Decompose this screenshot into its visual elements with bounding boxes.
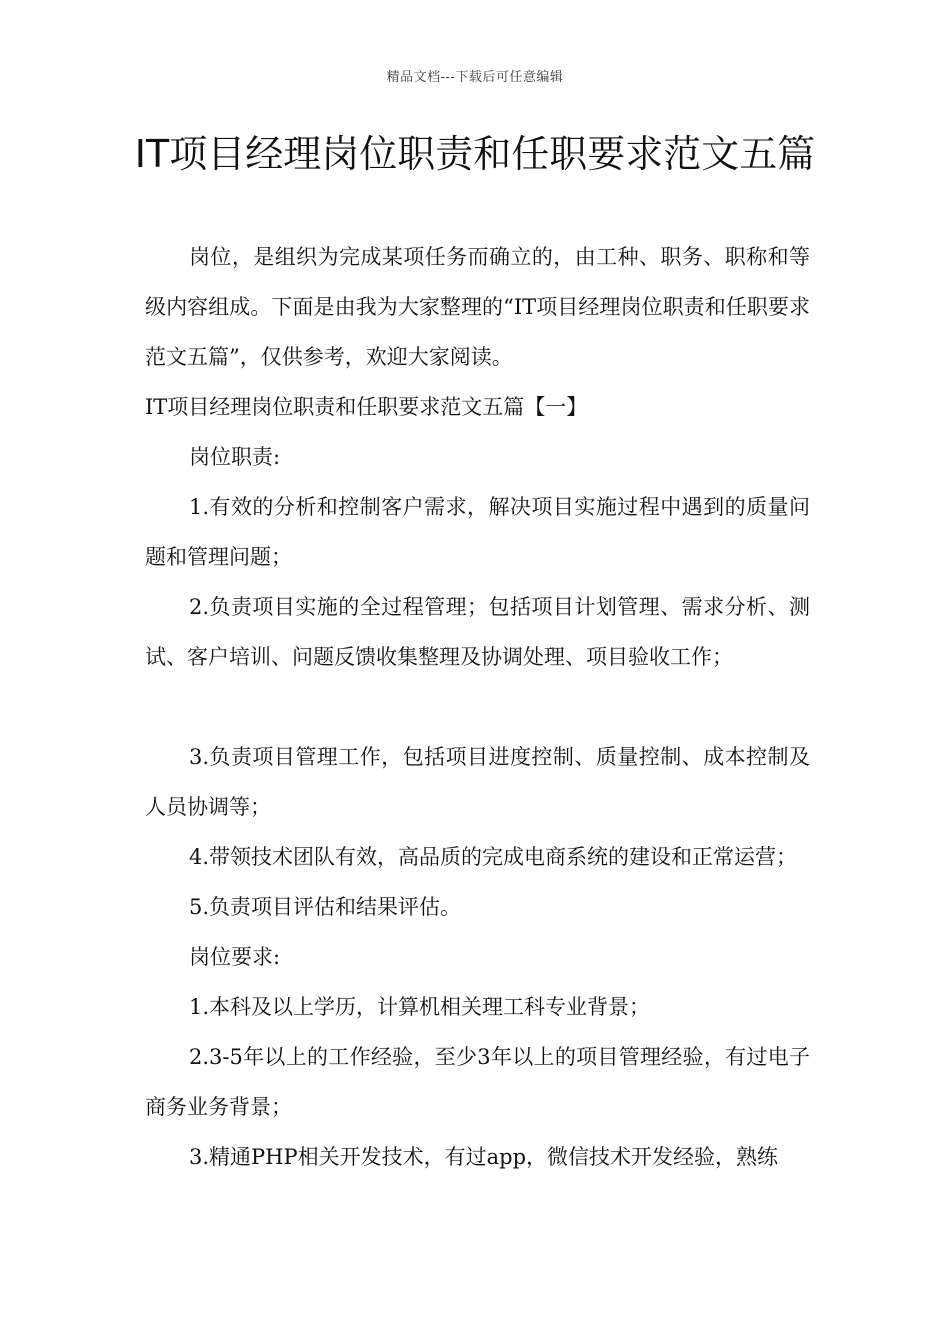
section-heading: IT项目经理岗位职责和任职要求范文五篇【一】 (145, 395, 588, 419)
duties-heading: 岗位职责: (189, 445, 281, 469)
duty-item: 4.带领技术团队有效，高品质的完成电商系统的建设和正常运营； (189, 845, 798, 869)
duty-item: 3.负责项目管理工作，包括项目进度控制、质量控制、成本控制及人员协调等； (145, 745, 810, 819)
document-body (145, 232, 810, 1182)
paragraph-gap (145, 682, 810, 732)
requirements-heading: 岗位要求: (189, 945, 281, 969)
document-title: IT项目经理岗位职责和任职要求范文五篇 (134, 132, 816, 176)
page-header: 精品文档---下载后可任意编辑 (386, 70, 564, 85)
requirement-item: 1.本科及以上学历，计算机相关理工科专业背景； (189, 995, 651, 1019)
duty-item: 5.负责项目评估和结果评估。 (189, 895, 462, 919)
duty-item: 1.有效的分析和控制客户需求，解决项目实施过程中遇到的质量问题和管理问题； (145, 495, 810, 569)
intro-paragraph: 岗位，是组织为完成某项任务而确立的，由工种、职务、职称和等级内容组成。下面是由我为大家整理的“IT项目经理岗位职责和任职要求范文五篇”，仅供参考，欢迎大家阅读。 (145, 245, 810, 369)
requirement-item: 2.3-5年以上的工作经验，至少3年以上的项目管理经验，有过电子商务业务背景； (145, 1045, 810, 1119)
duty-item: 2.负责项目实施的全过程管理；包括项目计划管理、需求分析、测试、客户培训、问题反馈收集整理及协调处理、项目验收工作； (145, 595, 810, 669)
requirement-item: 3.精通PHP相关开发技术，有过app，微信技术开发经验，熟练 (189, 1145, 779, 1169)
